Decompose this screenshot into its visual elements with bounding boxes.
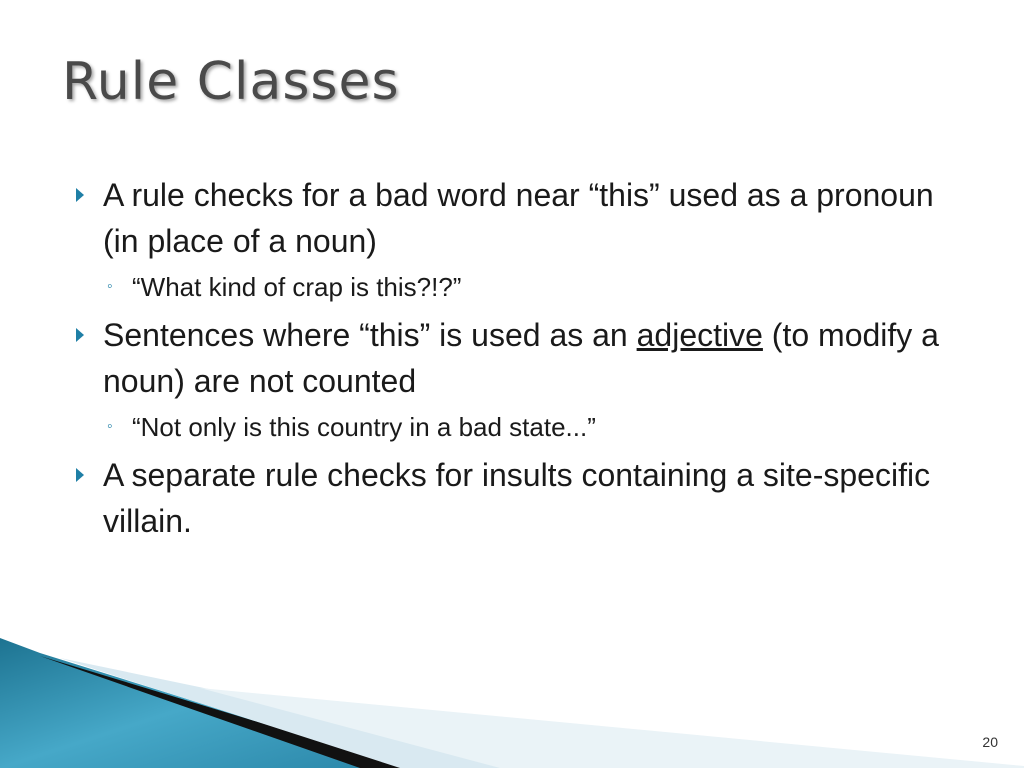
triangle-bullet-icon [76, 468, 84, 482]
circle-bullet-icon: ◦ [107, 418, 113, 435]
bullet-text-part: Sentences where “this” is used as an [103, 317, 637, 353]
bullet-item [72, 452, 972, 544]
decorative-wave-graphic [0, 638, 1024, 768]
bullet-text-part: (to modify a noun) are not counted [103, 317, 939, 399]
underlined-term: adjective [636, 317, 763, 353]
circle-bullet-icon: ◦ [107, 278, 113, 295]
bullet-text: A rule checks for a bad word near “this” used as a pronoun (in place of a noun) [103, 177, 934, 259]
triangle-bullet-icon [76, 328, 84, 342]
sub-bullet-item [72, 264, 972, 310]
slide-title: Rule Classes [62, 52, 400, 112]
bullet-item [72, 312, 972, 404]
sub-bullet-item [72, 404, 972, 450]
page-number: 20 [982, 734, 998, 750]
triangle-bullet-icon [76, 188, 84, 202]
bullet-item [72, 172, 972, 264]
bullet-text: A separate rule checks for insults containing a site-specific villain. [103, 457, 931, 539]
sub-bullet-text: “What kind of crap is this?!?” [132, 272, 462, 302]
sub-bullet-text: “Not only is this country in a bad state...” [132, 412, 596, 442]
bullet-list [72, 172, 972, 544]
